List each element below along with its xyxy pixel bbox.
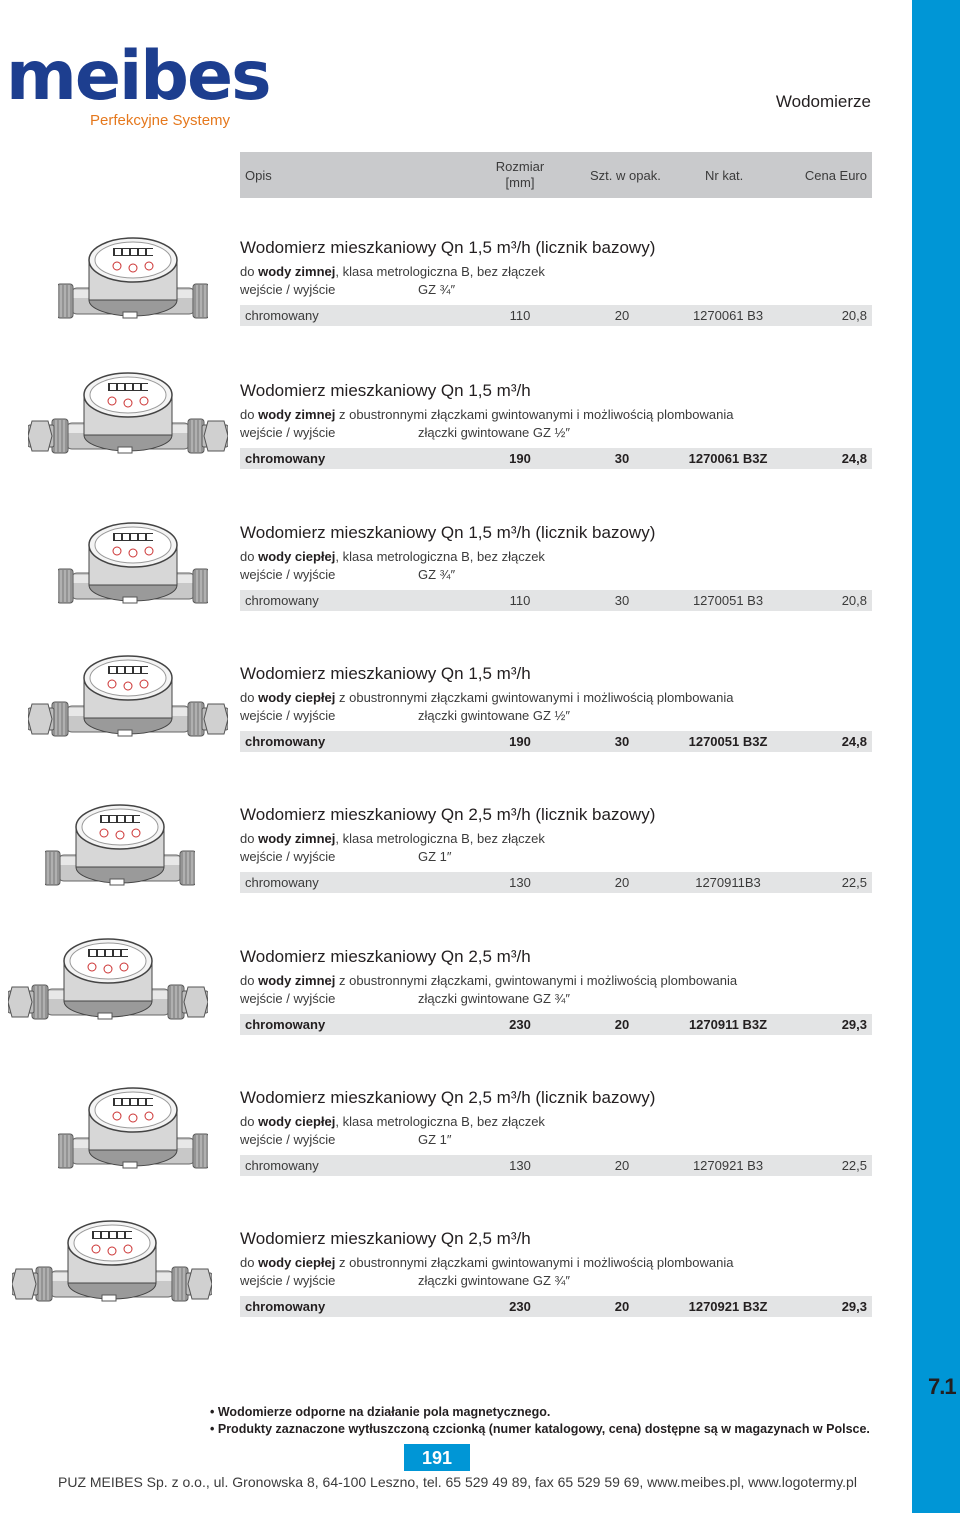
cell-quantity: 20 — [614, 1017, 630, 1032]
cell-quantity: 20 — [614, 875, 630, 890]
desc-suffix: z obustronnymi złączkami gwintowanymi i możliwością plombowania — [335, 690, 734, 705]
product-item — [0, 947, 912, 1087]
product-item — [0, 664, 912, 804]
product-connection: GZ ¾″ — [418, 282, 456, 297]
logo-tagline: Perfekcyjne Systemy — [90, 112, 231, 129]
cell-quantity: 30 — [614, 734, 630, 749]
page-title: Wodomierze — [775, 92, 871, 111]
table-header — [240, 152, 872, 198]
product-connection: złączki gwintowane GZ ¾″ — [418, 991, 570, 1006]
desc-prefix: do — [240, 264, 259, 279]
desc-water-type: wody zimnej — [258, 407, 336, 422]
note-text: Wodomierze odporne na działanie pola magnetycznego. — [217, 1405, 551, 1419]
note-item: • Produkty zaznaczone wytłuszczoną czcionką (numer katalogowy, cena) dostępne są w magazynach w Polsce. — [210, 1422, 870, 1436]
desc-suffix: z obustronnymi złączkami gwintowanymi i możliwością plombowania — [335, 1255, 734, 1270]
product-connection: złączki gwintowane GZ ½″ — [418, 425, 570, 440]
desc-prefix: do — [240, 407, 259, 422]
cell-finish: chromowany — [245, 308, 319, 323]
product-io-label: wejście / wyjście — [240, 849, 336, 864]
note-text: Produkty zaznaczone wytłuszczoną czcionką (numer katalogowy, cena) dostępne są w magazynach w Polsce. — [217, 1422, 870, 1436]
cell-catalog-number: 1270911 B3Z — [688, 1017, 768, 1032]
product-title: Wodomierz mieszkaniowy Qn 2,5 m³/h (licznik bazowy) — [240, 805, 656, 824]
product-io-label: wejście / wyjście — [240, 282, 336, 297]
product-connection: GZ 1″ — [418, 849, 452, 864]
header-catalog-number: Nr kat. — [705, 167, 744, 183]
product-description — [240, 1114, 545, 1129]
desc-prefix: do — [240, 549, 259, 564]
product-io-label: wejście / wyjście — [240, 708, 336, 723]
cell-size: 230 — [509, 1299, 531, 1314]
cell-size: 190 — [509, 734, 531, 749]
cell-size: 130 — [509, 875, 531, 890]
table-row — [240, 1014, 872, 1035]
product-title: Wodomierz mieszkaniowy Qn 1,5 m³/h (licznik bazowy) — [240, 523, 656, 542]
cell-size: 190 — [509, 451, 531, 466]
desc-water-type: wody zimnej — [258, 831, 336, 846]
product-io-label: wejście / wyjście — [240, 1273, 336, 1288]
desc-prefix: do — [240, 973, 259, 988]
cell-finish: chromowany — [245, 1017, 326, 1032]
cell-price: 24,8 — [841, 451, 867, 466]
product-io-label: wejście / wyjście — [240, 567, 336, 582]
desc-suffix: z obustronnymi złączkami, gwintowanymi i możliwością plombowania — [335, 973, 738, 988]
cell-price: 29,3 — [841, 1017, 867, 1032]
water-meter-image — [8, 931, 208, 1046]
header-quantity: Szt. w opak. — [590, 167, 661, 183]
notes — [210, 1404, 870, 1438]
meibes-logo — [6, 37, 270, 136]
water-meter-image — [12, 1213, 212, 1328]
table-row — [240, 872, 872, 893]
header-description: Opis — [245, 167, 272, 183]
product-item — [0, 523, 912, 663]
desc-prefix: do — [240, 831, 259, 846]
right-sidebar — [912, 0, 960, 1513]
page-number: 191 — [404, 1444, 470, 1471]
water-meter-image — [28, 648, 228, 763]
cell-price: 29,3 — [841, 1299, 867, 1314]
desc-water-type: wody ciepłej — [258, 1114, 336, 1129]
product-io-label: wejście / wyjście — [240, 1132, 336, 1147]
cell-quantity: 30 — [614, 451, 630, 466]
cell-size: 230 — [509, 1017, 531, 1032]
product-connection: GZ 1″ — [418, 1132, 452, 1147]
cell-price: 22,5 — [841, 875, 867, 890]
table-row — [240, 448, 872, 469]
section-number: 7.1 — [928, 1374, 956, 1399]
product-io-label: wejście / wyjście — [240, 425, 336, 440]
desc-water-type: wody zimnej — [258, 264, 336, 279]
cell-catalog-number: 1270061 B3 — [692, 308, 764, 323]
water-meter-image — [58, 515, 208, 630]
product-title: Wodomierz mieszkaniowy Qn 1,5 m³/h — [240, 664, 531, 683]
desc-prefix: do — [240, 1255, 259, 1270]
table-row — [240, 1155, 872, 1176]
desc-suffix: , klasa metrologiczna B, bez złączek — [335, 264, 545, 279]
cell-quantity: 20 — [614, 1299, 630, 1314]
desc-prefix: do — [240, 690, 259, 705]
desc-water-type: wody ciepłej — [258, 690, 336, 705]
product-title: Wodomierz mieszkaniowy Qn 2,5 m³/h — [240, 947, 531, 966]
product-item — [0, 805, 912, 945]
product-description — [240, 549, 545, 564]
water-meter-image — [58, 230, 208, 345]
product-item — [0, 1088, 912, 1228]
desc-prefix: do — [240, 1114, 259, 1129]
cell-catalog-number: 1270051 B3Z — [688, 734, 768, 749]
header-size-line2: [mm] — [505, 175, 535, 190]
cell-finish: chromowany — [245, 734, 326, 749]
header-size — [496, 152, 544, 198]
table-row — [240, 1296, 872, 1317]
product-description — [240, 407, 733, 422]
cell-price: 22,5 — [841, 1158, 867, 1173]
cell-size: 130 — [509, 1158, 531, 1173]
header-price: Cena Euro — [804, 167, 867, 183]
product-description — [240, 973, 737, 988]
cell-size: 110 — [509, 308, 531, 323]
product-item — [0, 381, 912, 521]
cell-quantity: 30 — [614, 593, 630, 608]
cell-catalog-number: 1270051 B3 — [692, 593, 764, 608]
desc-water-type: wody ciepłej — [258, 1255, 336, 1270]
cell-catalog-number: 1270911B3 — [695, 875, 761, 890]
table-row — [240, 305, 872, 326]
table-row — [240, 590, 872, 611]
cell-finish: chromowany — [245, 451, 326, 466]
product-connection: złączki gwintowane GZ ½″ — [418, 708, 570, 723]
water-meter-image — [45, 797, 195, 912]
product-title: Wodomierz mieszkaniowy Qn 2,5 m³/h (licznik bazowy) — [240, 1088, 656, 1107]
note-item: • Wodomierze odporne na działanie pola magnetycznego. — [210, 1405, 551, 1419]
product-description — [240, 1255, 733, 1270]
desc-water-type: wody zimnej — [258, 973, 336, 988]
cell-finish: chromowany — [245, 875, 319, 890]
desc-suffix: z obustronnymi złączkami gwintowanymi i możliwością plombowania — [335, 407, 734, 422]
product-title: Wodomierz mieszkaniowy Qn 1,5 m³/h — [240, 381, 531, 400]
footer-address: PUZ MEIBES Sp. z o.o., ul. Gronowska 8, 64-100 Leszno, tel. 65 529 49 89, fax 65 529 59 69, www.meibes.pl, www.logotermy.pl — [58, 1474, 857, 1490]
cell-finish: chromowany — [245, 593, 319, 608]
cell-finish: chromowany — [245, 1158, 319, 1173]
header-size-line1: Rozmiar — [495, 159, 545, 174]
water-meter-image — [58, 1080, 208, 1195]
table-row — [240, 731, 872, 752]
product-description — [240, 831, 545, 846]
cell-quantity: 20 — [614, 308, 630, 323]
cell-catalog-number: 1270921 B3 — [692, 1158, 764, 1173]
water-meter-image — [28, 365, 228, 480]
cell-price: 24,8 — [841, 734, 867, 749]
cell-finish: chromowany — [245, 1299, 326, 1314]
product-description — [240, 690, 733, 705]
cell-quantity: 20 — [614, 1158, 630, 1173]
product-title: Wodomierz mieszkaniowy Qn 2,5 m³/h — [240, 1229, 531, 1248]
product-item — [0, 1229, 912, 1369]
cell-size: 110 — [509, 593, 531, 608]
cell-price: 20,8 — [841, 308, 867, 323]
product-description — [240, 264, 545, 279]
desc-water-type: wody ciepłej — [258, 549, 336, 564]
cell-price: 20,8 — [841, 593, 867, 608]
desc-suffix: , klasa metrologiczna B, bez złączek — [335, 1114, 545, 1129]
cell-catalog-number: 1270061 B3Z — [688, 451, 768, 466]
desc-suffix: , klasa metrologiczna B, bez złączek — [335, 831, 545, 846]
product-title: Wodomierz mieszkaniowy Qn 1,5 m³/h (licznik bazowy) — [240, 238, 656, 257]
logo-word: meibes — [6, 37, 270, 116]
product-connection: GZ ¾″ — [418, 567, 456, 582]
product-io-label: wejście / wyjście — [240, 991, 336, 1006]
product-item — [0, 238, 912, 378]
cell-catalog-number: 1270921 B3Z — [688, 1299, 768, 1314]
product-connection: złączki gwintowane GZ ¾″ — [418, 1273, 570, 1288]
desc-suffix: , klasa metrologiczna B, bez złączek — [335, 549, 545, 564]
